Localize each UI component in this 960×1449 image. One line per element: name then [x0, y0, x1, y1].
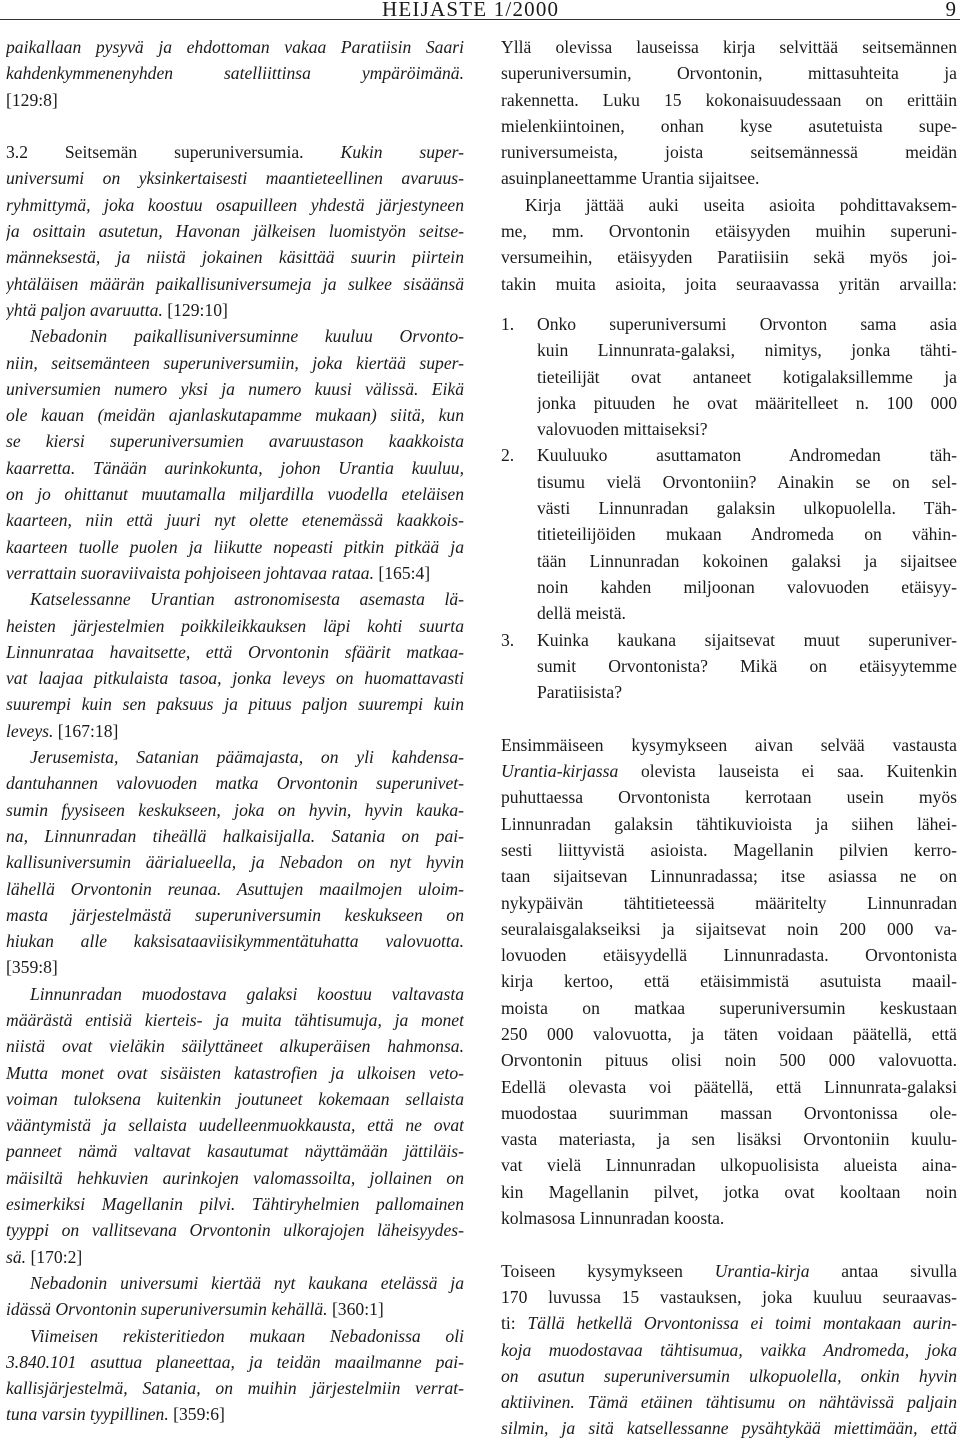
text-run: nykypäivän tähtitieteessä määritelty Linnunradan	[501, 892, 957, 913]
text-line	[501, 271, 957, 297]
text-run: superuniversumin, Orvontonin, mittasuhteita ja	[501, 63, 957, 84]
text-run: [167:18]	[57, 720, 119, 741]
text-run: [129:10]	[167, 299, 228, 320]
text-line	[501, 968, 957, 994]
intro-paragraph	[501, 34, 957, 192]
text-run: na, Linnunradan tiheällä halkaisijalla. Satania on pai-	[6, 825, 464, 846]
text-run: kahdenkymmenenyhden satelliittinsa ympäröimänä.	[6, 63, 464, 84]
text-run: takin muita asioita, joita seuraavassa yritän arvailla:	[501, 273, 957, 294]
text-line	[6, 1244, 464, 1270]
text-run: tyyppi on vallitsevana Orvontonin ulkorajojen läheisyydes-	[6, 1220, 464, 1241]
text-run: Katselessanne Urantian astronomisesta asemasta lä-	[30, 589, 464, 610]
answer-paragraph-1	[501, 732, 957, 1232]
text-run: rakennetta. Luku 15 kokonaisuudessaan on erittäin	[501, 89, 957, 110]
text-run: vat vielä Linnunradan ulkopuolisista alueista aina-	[501, 1155, 957, 1176]
text-line	[6, 1086, 464, 1112]
text-run: Mutta monet ovat sisäisten katastrofien ja ulkoisen veto-	[6, 1062, 464, 1083]
text-run: 3.2 Seitsemän superuniversumia.	[6, 142, 341, 163]
text-line	[6, 981, 464, 1007]
text-run: vasta materiasta, ja sen lisäksi Orvontoniin kuulu-	[501, 1129, 957, 1150]
text-run: ti:	[501, 1313, 528, 1334]
text-line	[6, 1296, 464, 1322]
text-run: Paratiisista?	[537, 682, 623, 703]
text-line	[501, 139, 957, 165]
text-line	[6, 1349, 464, 1375]
page-header	[0, 0, 960, 22]
text-run: moista on matkaa superuniversumin keskustaan	[501, 997, 957, 1018]
text-run: verrattain suoraviivaista pohjoiseen johtavaa rataa.	[6, 562, 379, 583]
text-run: kallisuniversumin äärialueella, ja Nebadon on nyt hyvin	[6, 852, 464, 873]
text-run: sumit Orvontonista? Mikä on etäisyytemme	[537, 655, 957, 676]
text-line	[537, 574, 957, 600]
text-run: kolmasosa Linnunradan koosta.	[501, 1208, 725, 1229]
text-line	[6, 770, 464, 796]
text-line	[501, 1179, 957, 1205]
text-run: Orvontonin pituus olisi noin 500 000 valovuotta.	[501, 1050, 957, 1071]
text-run: voiman tuloksena kuitenkin joutuneet kokemaan sellaista	[6, 1088, 464, 1109]
text-line	[537, 311, 957, 337]
text-run: me, mm. Orvontonin etäisyyden muihin superuni-	[501, 221, 957, 242]
text-line	[6, 1191, 464, 1217]
text-line	[537, 364, 957, 390]
text-line	[501, 218, 957, 244]
text-line	[501, 113, 957, 139]
text-line	[537, 548, 957, 574]
text-run: Toiseen kysymykseen	[501, 1260, 715, 1281]
text-run: on asutun superuniversumin ulkopuolella, onkin hyvin	[501, 1365, 957, 1386]
text-run: taan sijaitsevan Linnunradassa; itse asiassa ne on	[501, 866, 957, 887]
text-line	[501, 192, 957, 218]
text-line	[6, 402, 464, 428]
text-run: tuna varsin tyypillinen.	[6, 1404, 174, 1425]
text-run: esimerkiksi Magellanin pilvi. Tähtiryhelmien pallomainen	[6, 1194, 464, 1215]
text-line	[537, 337, 957, 363]
text-run: tieteilijät ovat antaneet kotigalaksillemme ja	[537, 366, 957, 387]
text-line	[501, 1047, 957, 1073]
text-line	[501, 732, 957, 758]
text-line	[6, 323, 464, 349]
question-item	[501, 627, 957, 706]
text-line	[6, 849, 464, 875]
text-line	[501, 916, 957, 942]
left-column	[6, 34, 464, 1428]
text-line	[501, 1100, 957, 1126]
text-run: titieteilijöiden mukaan Andromeda on vähin-	[537, 524, 957, 545]
text-line	[537, 627, 957, 653]
text-run: Jerusemista, Satanian päämajasta, on yli kahdensa-	[30, 747, 464, 768]
text-line	[501, 863, 957, 889]
question-number: 1.	[501, 313, 515, 334]
text-run: tisumu vielä Orvontoniin? Ainakin se on sel-	[537, 471, 957, 492]
text-line	[501, 1337, 957, 1363]
text-run: Linnunrataa havaitsette, että Orvontonin sfäärit matkaa-	[6, 641, 464, 662]
text-line	[6, 718, 464, 744]
text-run: on jo ohittanut muutamalla miljardilla vuodella eteläisen	[6, 484, 464, 505]
text-line	[6, 639, 464, 665]
text-line	[537, 390, 957, 416]
text-run: Onko superuniversumi Orvonton sama asia	[537, 313, 957, 334]
text-run: leveys.	[6, 720, 58, 741]
text-line	[501, 1021, 957, 1047]
text-line	[6, 165, 464, 191]
text-line	[6, 586, 464, 612]
text-run: heisten järjestelmien poikkileikkauksen läpi kohti suurta	[6, 615, 464, 636]
text-run: Linnunradan muodostava galaksi koostuu valtavasta	[30, 983, 464, 1004]
text-run: dellä meistä.	[537, 603, 626, 624]
text-line	[537, 416, 957, 442]
text-line	[6, 428, 464, 454]
text-line	[6, 1323, 464, 1349]
text-line	[6, 481, 464, 507]
text-run: ja osittain asutetun, Havonan jälkeisen luomistyön seitse-	[6, 221, 464, 242]
text-run: niistä ovat vieläkin säilyttäneet alkuperäisen hahmonsa.	[6, 1036, 464, 1057]
text-run: koja muodostavaa tähtisumua, vaikka Andromeda, joka	[501, 1339, 957, 1360]
text-line	[501, 942, 957, 968]
text-line	[501, 890, 957, 916]
text-run: kaarteen, niin että juuri nyt olette etenemässä kaakkois-	[6, 510, 464, 531]
text-run: [359:8]	[6, 957, 58, 978]
text-run: Tällä hetkellä Orvontonissa ei toimi montakaan aurin-	[527, 1313, 957, 1334]
text-line	[6, 744, 464, 770]
text-line	[6, 691, 464, 717]
text-run: Nebadonin universumi kiertää nyt kaukana etelässä ja	[30, 1272, 464, 1293]
text-run: asuinplaneettamme Urantia sijaitsee.	[501, 168, 760, 189]
text-run: kallisjärjestelmä, Satania, on muihin järjestelmiin verrat-	[6, 1378, 464, 1399]
text-run: männeksestä, ja niistä jokainen käsittää suurin piirtein	[6, 247, 464, 268]
text-line	[6, 87, 464, 113]
text-line	[501, 758, 957, 784]
text-run: Kuuluuko asuttamaton Andromedan täh-	[537, 445, 957, 466]
text-line	[537, 495, 957, 521]
question-number: 3.	[501, 629, 515, 650]
text-run: aktiivinen. Tämä etäinen tähtisumu on nähtävissä paljain	[501, 1392, 957, 1413]
text-line	[501, 1074, 957, 1100]
text-line	[6, 1138, 464, 1164]
text-run: puhuttaessa Orvontonista kerrotaan usein myös	[501, 787, 957, 808]
text-line	[6, 954, 464, 980]
text-run: 3.840.101 asuttua planeettaa, ja teidän maailmanne pai-	[6, 1351, 464, 1372]
text-run: Urantia-kirjassa	[501, 761, 619, 782]
text-run: kaarretta. Tänään aurinkokunta, johon Urantia kuuluu,	[6, 457, 464, 478]
text-run: paikallaan pysyvä ja ehdottoman vakaa Paratiisin Saari	[6, 37, 464, 57]
text-line	[6, 350, 464, 376]
text-run: silmin, ja sitä katsellessanne pysähtykää miettimään, että	[501, 1418, 957, 1439]
question-item	[501, 311, 957, 442]
text-line	[6, 902, 464, 928]
text-line	[6, 139, 464, 165]
text-run: [129:8]	[6, 89, 58, 110]
text-line	[6, 534, 464, 560]
text-run: niin, seitsemänteen superuniversumiin, joka kiertää super-	[6, 352, 464, 373]
text-run: Linnunradan galaksin tähtikuvioista ja siihen lähei-	[501, 813, 957, 834]
text-line	[6, 1270, 464, 1296]
text-line	[501, 1284, 957, 1310]
text-run: kuin Linnunrata-galaksi, nimitys, jonka tähti-	[537, 340, 957, 361]
text-run: seuralaisgalakseiksi ja sijaitsevat noin 200 000 va-	[501, 918, 957, 939]
text-run: ole kauan (meidän ajanlaskutapamme mukaan) siitä, kun	[6, 405, 464, 426]
text-line	[6, 876, 464, 902]
text-line	[6, 218, 464, 244]
text-run: olevista lauseista ei saa. Kuitenkin	[618, 761, 957, 782]
text-run: [165:4]	[378, 562, 431, 583]
text-line	[537, 653, 957, 679]
text-line	[6, 455, 464, 481]
text-run: määrästä entisiä kierteis- ja muita tähtisumuja, ja monet	[6, 1009, 464, 1030]
question-number: 2.	[501, 445, 515, 466]
text-line	[537, 600, 957, 626]
text-run: valovuoden mittaiseksi?	[537, 419, 708, 440]
text-run: masta järjestelmästä superuniversumin keskukseen on	[6, 904, 464, 925]
text-run: Kukin super-	[340, 142, 464, 163]
text-line	[6, 1007, 464, 1033]
text-line	[501, 34, 957, 60]
text-run: lovuoden etäisyydellä Linnunradasta. Orvontonista	[501, 945, 957, 966]
text-line	[501, 1363, 957, 1389]
text-line	[6, 1401, 464, 1427]
text-line	[501, 1205, 957, 1231]
text-run: muodostaa suurimman massan Orvontonissa ole-	[501, 1102, 957, 1123]
text-line	[6, 1033, 464, 1059]
text-line	[501, 1389, 957, 1415]
text-line	[6, 928, 464, 954]
text-run: jonka pituuden he ovat määritelleet n. 100 000	[537, 392, 957, 413]
text-run: yhtäläisen määrän paikallisuniversumeja ja sulkee sisäänsä	[6, 273, 464, 294]
text-run: kin Magellanin pilvet, jotka ovat kooltaan noin	[501, 1181, 957, 1202]
text-line	[6, 1112, 464, 1138]
text-line	[6, 192, 464, 218]
text-line	[6, 665, 464, 691]
answer-paragraph-2	[501, 1258, 957, 1442]
text-line	[537, 679, 957, 705]
text-run: Nebadonin paikallisuniversuminne kuuluu Orvonto-	[30, 326, 464, 347]
text-line	[501, 995, 957, 1021]
questions-list	[501, 311, 957, 705]
text-run: runiversumeista, joista seitsemännessä meidän	[501, 142, 957, 163]
text-line	[6, 271, 464, 297]
text-line	[501, 1152, 957, 1178]
text-line	[501, 244, 957, 270]
text-line	[6, 507, 464, 533]
text-line	[6, 797, 464, 823]
text-line	[6, 1375, 464, 1401]
text-run: sumin fyysiseen keskukseen, joka on hyvin, hyvin kauka-	[6, 799, 464, 820]
journal-title: HEIJASTE 1/2000	[382, 0, 560, 21]
text-line	[501, 165, 957, 191]
text-run: Yllä olevissa lauseissa kirja selvittää seitsemännen	[501, 37, 957, 57]
text-run: Urantia-kirja	[714, 1260, 810, 1281]
text-run: kirja kertoo, että etäisimmistä asutuista maail-	[501, 971, 957, 992]
text-run: [359:6]	[173, 1404, 225, 1425]
text-line	[537, 469, 957, 495]
text-line	[6, 60, 464, 86]
text-run: vat laajaa pitkulaista tasoa, jonka leveys on huomattavasti	[6, 668, 464, 689]
text-line	[501, 1258, 957, 1284]
second-paragraph	[501, 192, 957, 297]
text-run: yhtä paljon avaruutta.	[6, 299, 168, 320]
text-run: kaarteen tuolle puolen ja liikutte nopeasti pitkin pitkää ja	[6, 536, 464, 557]
text-line	[501, 784, 957, 810]
text-run: hiukan alle kaksisataaviisikymmentätuhatta valovuotta.	[6, 931, 464, 952]
text-line	[6, 297, 464, 323]
text-line	[501, 837, 957, 863]
text-run: vääntymistä ja sellaista uudelleenmuokkausta, että ne ovat	[6, 1115, 464, 1136]
text-run: Kuinka kaukana sijaitsevat muut superuniver-	[537, 629, 957, 650]
text-run: idässä Orvontonin superuniversumin kehällä.	[6, 1299, 332, 1320]
text-run: versumeihin, etäisyyden Paratiisiin sekä myös joi-	[501, 247, 957, 268]
text-run: universumien numero yksi ja numero kuusi välissä. Eikä	[6, 378, 464, 399]
text-run: suurempi kuin sen paksuus ja pituus paljon suurempi kuin	[6, 694, 464, 715]
text-run: 170 luvussa 15 vastauksen, joka kuuluu seuraavas-	[501, 1286, 957, 1307]
text-line	[6, 1217, 464, 1243]
text-line	[537, 521, 957, 547]
text-line	[501, 1415, 957, 1441]
text-run: lähellä Orvontonin reunaa. Asuttujen maailmojen uloim-	[6, 878, 464, 899]
page-number: 9	[945, 0, 956, 21]
text-run: antaa sivulla	[809, 1260, 957, 1281]
text-run: noin kahden miljoonan valovuoden etäisyy-	[537, 576, 957, 597]
text-run: västi Linnunradan galaksin ulkopuolella. Täh-	[537, 498, 957, 519]
text-line	[6, 376, 464, 402]
text-line	[501, 811, 957, 837]
text-line	[6, 613, 464, 639]
text-run: mäisiltä hehkuvien aurinkojen valomassoilta, jollainen on	[6, 1167, 464, 1188]
text-line	[501, 1126, 957, 1152]
text-run: Viimeisen rekisteritiedon mukaan Nebadonissa oli	[30, 1325, 464, 1346]
text-line	[6, 34, 464, 60]
text-line	[501, 60, 957, 86]
header-divider	[0, 19, 960, 20]
text-line	[537, 442, 957, 468]
text-line	[501, 87, 957, 113]
text-line	[6, 823, 464, 849]
text-line	[6, 1165, 464, 1191]
text-run: 250 000 valovuotta, ja täten voidaan päätellä, että	[501, 1023, 957, 1044]
text-run: Ensimmäiseen kysymykseen aivan selvää vastausta	[501, 734, 957, 755]
text-run: Kirja jättää auki useita asioita pohdittavaksem-	[525, 194, 957, 215]
right-column	[501, 34, 957, 1442]
text-run: mielenkiintoinen, onhan kyse asutetuista supe-	[501, 115, 957, 136]
text-run: sä.	[6, 1246, 31, 1267]
text-line	[501, 1310, 957, 1336]
text-run: se kiersi superuniversumien avaruustason kaakkoista	[6, 431, 464, 452]
blank-line	[6, 113, 464, 139]
text-run: universumi on yksinkertaisesti maantieteellinen avaruus-	[6, 168, 464, 189]
text-line	[6, 1060, 464, 1086]
text-run: Edellä olevasta voi päätellä, että Linnunrata-galaksi	[501, 1076, 957, 1097]
text-run: [360:1]	[331, 1299, 384, 1320]
text-run: [170:2]	[30, 1246, 83, 1267]
text-run: sesti liittyvistä asioista. Magellanin pilvien kerro-	[501, 839, 957, 860]
question-item	[501, 442, 957, 626]
text-run: panneet nämä valtavat kasautumat näyttämään jättiläis-	[6, 1141, 464, 1162]
text-line	[6, 244, 464, 270]
text-line	[6, 560, 464, 586]
text-run: ryhmittymä, joka koostuu osapuilleen yhdestä järjestyneen	[6, 194, 464, 215]
text-run: tään Linnunradan kokoinen galaksi ja sijaitsee	[537, 550, 957, 571]
text-run: dantuhannen valovuoden matka Orvontonin superunivet-	[6, 773, 464, 794]
